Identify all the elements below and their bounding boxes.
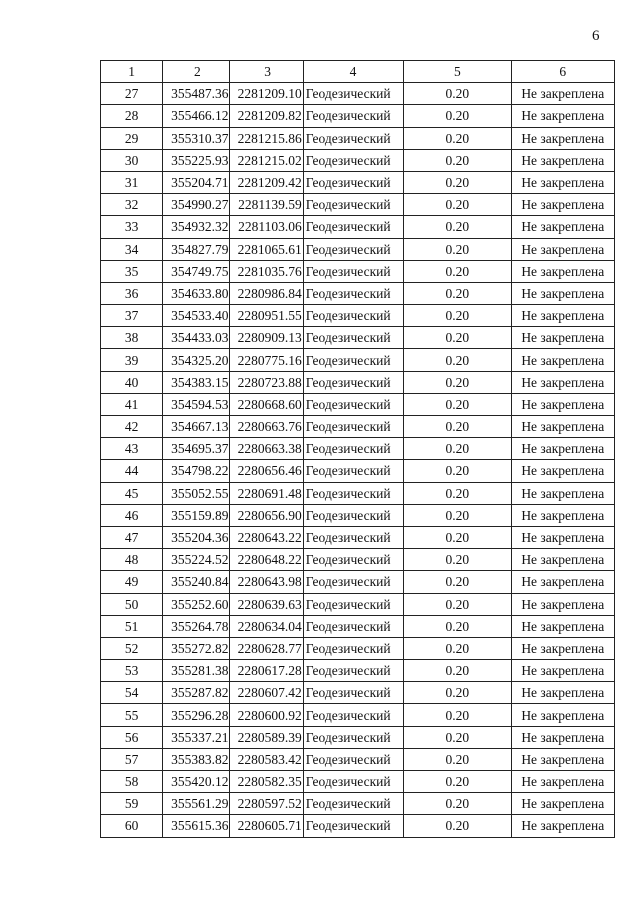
table-body [101,61,615,838]
cell-fixation-status: Не закреплена [511,238,614,260]
cell-method: Геодезический [303,504,403,526]
cell-fixation-status: Не закреплена [511,704,614,726]
cell-accuracy: 0.20 [404,305,511,327]
cell-accuracy: 0.20 [404,127,511,149]
cell-coordinate-x: 355615.36 [163,815,230,837]
cell-point-number: 47 [101,526,163,548]
cell-accuracy: 0.20 [404,682,511,704]
cell-accuracy: 0.20 [404,549,511,571]
table-row [101,282,615,304]
cell-coordinate-x: 354749.75 [163,260,230,282]
table-header-row [101,61,615,83]
cell-point-number: 59 [101,793,163,815]
table-row [101,438,615,460]
cell-method: Геодезический [303,349,403,371]
cell-accuracy: 0.20 [404,615,511,637]
cell-fixation-status: Не закреплена [511,260,614,282]
cell-fixation-status: Не закреплена [511,327,614,349]
cell-fixation-status: Не закреплена [511,726,614,748]
cell-point-number: 52 [101,637,163,659]
cell-coordinate-x: 354383.15 [163,371,230,393]
cell-fixation-status: Не закреплена [511,305,614,327]
cell-accuracy: 0.20 [404,393,511,415]
cell-fixation-status: Не закреплена [511,371,614,393]
cell-point-number: 57 [101,748,163,770]
cell-fixation-status: Не закреплена [511,571,614,593]
cell-accuracy: 0.20 [404,371,511,393]
cell-coordinate-y: 2280583.42 [230,748,303,770]
cell-fixation-status: Не закреплена [511,127,614,149]
cell-method: Геодезический [303,815,403,837]
table-row [101,571,615,593]
cell-point-number: 38 [101,327,163,349]
cell-coordinate-y: 2281103.06 [230,216,303,238]
cell-point-number: 41 [101,393,163,415]
cell-accuracy: 0.20 [404,416,511,438]
cell-coordinate-y: 2280628.77 [230,637,303,659]
cell-fixation-status: Не закреплена [511,549,614,571]
cell-method: Геодезический [303,748,403,770]
table-row [101,127,615,149]
cell-method: Геодезический [303,393,403,415]
cell-coordinate-y: 2280656.90 [230,504,303,526]
table-row [101,83,615,105]
table-row [101,460,615,482]
cell-fixation-status: Не закреплена [511,83,614,105]
cell-point-number: 42 [101,416,163,438]
cell-coordinate-y: 2281209.82 [230,105,303,127]
table-row [101,637,615,659]
cell-accuracy: 0.20 [404,482,511,504]
cell-point-number: 60 [101,815,163,837]
cell-method: Геодезический [303,127,403,149]
cell-accuracy: 0.20 [404,149,511,171]
cell-coordinate-x: 355337.21 [163,726,230,748]
table-row [101,216,615,238]
table-row [101,504,615,526]
cell-coordinate-x: 354633.80 [163,282,230,304]
table-row [101,149,615,171]
cell-coordinate-y: 2280607.42 [230,682,303,704]
cell-accuracy: 0.20 [404,704,511,726]
cell-method: Геодезический [303,105,403,127]
cell-coordinate-x: 355204.36 [163,526,230,548]
cell-point-number: 54 [101,682,163,704]
cell-coordinate-y: 2281215.02 [230,149,303,171]
table-row [101,615,615,637]
cell-method: Геодезический [303,327,403,349]
cell-accuracy: 0.20 [404,83,511,105]
cell-point-number: 33 [101,216,163,238]
cell-method: Геодезический [303,726,403,748]
cell-point-number: 51 [101,615,163,637]
table-row [101,660,615,682]
cell-accuracy: 0.20 [404,238,511,260]
cell-coordinate-x: 355383.82 [163,748,230,770]
cell-coordinate-x: 354533.40 [163,305,230,327]
cell-accuracy: 0.20 [404,793,511,815]
cell-method: Геодезический [303,416,403,438]
cell-coordinate-x: 355224.52 [163,549,230,571]
cell-coordinate-x: 354827.79 [163,238,230,260]
table-row [101,260,615,282]
cell-coordinate-x: 355204.71 [163,171,230,193]
cell-accuracy: 0.20 [404,504,511,526]
cell-point-number: 44 [101,460,163,482]
cell-fixation-status: Не закреплена [511,460,614,482]
table-row [101,305,615,327]
cell-point-number: 28 [101,105,163,127]
cell-point-number: 30 [101,149,163,171]
table-row [101,526,615,548]
cell-fixation-status: Не закреплена [511,216,614,238]
cell-point-number: 27 [101,83,163,105]
table-row [101,771,615,793]
cell-method: Геодезический [303,194,403,216]
cell-coordinate-y: 2280663.38 [230,438,303,460]
cell-method: Геодезический [303,83,403,105]
cell-fixation-status: Не закреплена [511,282,614,304]
cell-method: Геодезический [303,216,403,238]
cell-coordinate-y: 2280663.76 [230,416,303,438]
cell-accuracy: 0.20 [404,105,511,127]
cell-accuracy: 0.20 [404,349,511,371]
cell-point-number: 29 [101,127,163,149]
cell-coordinate-x: 355252.60 [163,593,230,615]
coordinates-table [100,60,615,838]
page-number: 6 [592,28,600,44]
cell-accuracy: 0.20 [404,460,511,482]
table-row [101,416,615,438]
cell-coordinate-y: 2280775.16 [230,349,303,371]
column-header-2: 2 [163,61,230,83]
table-row [101,793,615,815]
cell-method: Геодезический [303,637,403,659]
cell-coordinate-y: 2280634.04 [230,615,303,637]
cell-method: Геодезический [303,149,403,171]
table-row [101,748,615,770]
cell-point-number: 49 [101,571,163,593]
cell-accuracy: 0.20 [404,571,511,593]
cell-coordinate-y: 2280597.52 [230,793,303,815]
cell-coordinate-x: 355240.84 [163,571,230,593]
cell-point-number: 31 [101,171,163,193]
cell-point-number: 58 [101,771,163,793]
cell-fixation-status: Не закреплена [511,149,614,171]
cell-method: Геодезический [303,371,403,393]
cell-accuracy: 0.20 [404,194,511,216]
table-row [101,815,615,837]
cell-method: Геодезический [303,771,403,793]
cell-coordinate-y: 2280582.35 [230,771,303,793]
cell-fixation-status: Не закреплена [511,637,614,659]
cell-method: Геодезический [303,593,403,615]
cell-method: Геодезический [303,482,403,504]
cell-point-number: 39 [101,349,163,371]
cell-method: Геодезический [303,526,403,548]
cell-coordinate-x: 355272.82 [163,637,230,659]
cell-fixation-status: Не закреплена [511,748,614,770]
cell-method: Геодезический [303,660,403,682]
column-header-4: 4 [303,61,403,83]
cell-coordinate-y: 2280643.98 [230,571,303,593]
cell-coordinate-x: 354695.37 [163,438,230,460]
table-row [101,371,615,393]
table-row [101,238,615,260]
cell-accuracy: 0.20 [404,660,511,682]
cell-coordinate-x: 354325.20 [163,349,230,371]
cell-accuracy: 0.20 [404,260,511,282]
column-header-1: 1 [101,61,163,83]
cell-coordinate-x: 355287.82 [163,682,230,704]
cell-accuracy: 0.20 [404,438,511,460]
cell-fixation-status: Не закреплена [511,504,614,526]
cell-coordinate-x: 355225.93 [163,149,230,171]
cell-method: Геодезический [303,460,403,482]
cell-method: Геодезический [303,305,403,327]
cell-point-number: 45 [101,482,163,504]
cell-coordinate-x: 354932.32 [163,216,230,238]
table-row [101,349,615,371]
cell-accuracy: 0.20 [404,815,511,837]
cell-accuracy: 0.20 [404,171,511,193]
column-header-5: 5 [404,61,511,83]
cell-accuracy: 0.20 [404,282,511,304]
cell-method: Геодезический [303,438,403,460]
cell-coordinate-y: 2280639.63 [230,593,303,615]
cell-coordinate-y: 2280648.22 [230,549,303,571]
cell-coordinate-y: 2281209.42 [230,171,303,193]
cell-method: Геодезический [303,171,403,193]
table-row [101,393,615,415]
cell-method: Геодезический [303,282,403,304]
table-row [101,327,615,349]
cell-coordinate-x: 355052.55 [163,482,230,504]
cell-coordinate-x: 355310.37 [163,127,230,149]
cell-accuracy: 0.20 [404,327,511,349]
cell-method: Геодезический [303,260,403,282]
cell-fixation-status: Не закреплена [511,771,614,793]
cell-method: Геодезический [303,549,403,571]
cell-coordinate-y: 2280600.92 [230,704,303,726]
cell-point-number: 32 [101,194,163,216]
table-row [101,549,615,571]
cell-method: Геодезический [303,682,403,704]
cell-point-number: 48 [101,549,163,571]
cell-point-number: 40 [101,371,163,393]
table-row [101,171,615,193]
cell-accuracy: 0.20 [404,216,511,238]
cell-point-number: 53 [101,660,163,682]
cell-coordinate-x: 355466.12 [163,105,230,127]
cell-method: Геодезический [303,704,403,726]
cell-fixation-status: Не закреплена [511,793,614,815]
cell-fixation-status: Не закреплена [511,615,614,637]
cell-fixation-status: Не закреплена [511,171,614,193]
cell-point-number: 50 [101,593,163,615]
cell-coordinate-x: 355420.12 [163,771,230,793]
cell-accuracy: 0.20 [404,526,511,548]
cell-coordinate-y: 2280986.84 [230,282,303,304]
cell-coordinate-y: 2281209.10 [230,83,303,105]
cell-method: Геодезический [303,571,403,593]
cell-point-number: 35 [101,260,163,282]
cell-fixation-status: Не закреплена [511,105,614,127]
cell-coordinate-x: 355561.29 [163,793,230,815]
cell-accuracy: 0.20 [404,771,511,793]
cell-coordinate-y: 2280656.46 [230,460,303,482]
cell-accuracy: 0.20 [404,637,511,659]
cell-fixation-status: Не закреплена [511,526,614,548]
cell-coordinate-y: 2280643.22 [230,526,303,548]
cell-coordinate-y: 2281035.76 [230,260,303,282]
cell-coordinate-x: 354433.03 [163,327,230,349]
cell-fixation-status: Не закреплена [511,416,614,438]
cell-fixation-status: Не закреплена [511,815,614,837]
cell-fixation-status: Не закреплена [511,349,614,371]
column-header-6: 6 [511,61,614,83]
cell-coordinate-x: 354667.13 [163,416,230,438]
cell-coordinate-y: 2280691.48 [230,482,303,504]
cell-coordinate-y: 2280617.28 [230,660,303,682]
cell-coordinate-y: 2280668.60 [230,393,303,415]
cell-fixation-status: Не закреплена [511,438,614,460]
cell-coordinate-y: 2280909.13 [230,327,303,349]
column-header-3: 3 [230,61,303,83]
cell-coordinate-y: 2281139.59 [230,194,303,216]
cell-method: Геодезический [303,238,403,260]
cell-fixation-status: Не закреплена [511,682,614,704]
cell-coordinate-y: 2280951.55 [230,305,303,327]
table-row [101,194,615,216]
cell-point-number: 46 [101,504,163,526]
cell-fixation-status: Не закреплена [511,482,614,504]
cell-coordinate-y: 2280605.71 [230,815,303,837]
cell-method: Геодезический [303,615,403,637]
cell-fixation-status: Не закреплена [511,660,614,682]
cell-method: Геодезический [303,793,403,815]
cell-coordinate-x: 355487.36 [163,83,230,105]
cell-fixation-status: Не закреплена [511,393,614,415]
cell-accuracy: 0.20 [404,593,511,615]
table-row [101,482,615,504]
cell-coordinate-x: 354798.22 [163,460,230,482]
cell-coordinate-y: 2280589.39 [230,726,303,748]
table-row [101,704,615,726]
table-row [101,593,615,615]
cell-point-number: 56 [101,726,163,748]
cell-accuracy: 0.20 [404,748,511,770]
cell-coordinate-x: 355264.78 [163,615,230,637]
cell-coordinate-x: 355281.38 [163,660,230,682]
cell-coordinate-y: 2281065.61 [230,238,303,260]
cell-point-number: 55 [101,704,163,726]
cell-fixation-status: Не закреплена [511,593,614,615]
cell-coordinate-x: 354990.27 [163,194,230,216]
cell-coordinate-y: 2281215.86 [230,127,303,149]
cell-fixation-status: Не закреплена [511,194,614,216]
table-row [101,682,615,704]
cell-coordinate-y: 2280723.88 [230,371,303,393]
cell-point-number: 43 [101,438,163,460]
cell-coordinate-x: 355296.28 [163,704,230,726]
cell-coordinate-x: 355159.89 [163,504,230,526]
cell-point-number: 37 [101,305,163,327]
cell-accuracy: 0.20 [404,726,511,748]
cell-point-number: 34 [101,238,163,260]
cell-point-number: 36 [101,282,163,304]
cell-coordinate-x: 354594.53 [163,393,230,415]
table-row [101,105,615,127]
table-row [101,726,615,748]
